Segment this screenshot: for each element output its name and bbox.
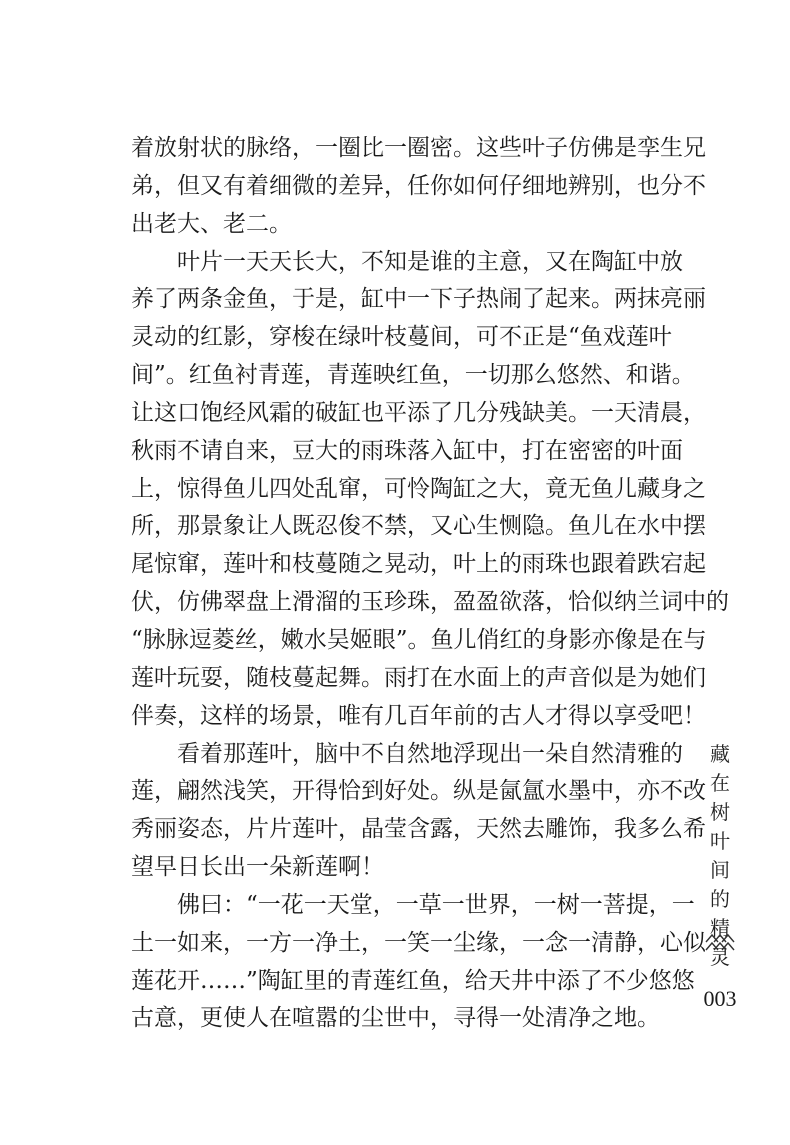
text-line: 间”。红鱼衬青莲，青莲映红鱼，一切那么悠然、和谐。 [131,362,695,389]
text-line: 看着那莲叶，脑中不自然地浮现出一朵自然清雅的 [177,740,683,767]
text-line: “脉脉逗菱丝，嫩水吴姬眼”。鱼儿俏红的身影亦像是在与 [131,626,707,653]
paragraph [131,887,706,1038]
text-line: 伴奏，这样的场景，唯有几百年前的古人才得以享受吧！ [131,702,706,729]
paragraph [131,130,706,244]
running-title-text: 藏 在 树 叶 间 的 精 灵 [710,742,730,969]
text-line: 伏，仿佛翠盘上滑溜的玉珍珠，盈盈欲落，恰似纳兰词中的 [131,589,729,616]
text-line: 让这口饱经风霜的破缸也平添了几分残缺美。一天清晨， [131,399,706,426]
text-line: 弟，但又有着细微的差异，任你如何仔细地辨别，也分不 [131,172,706,199]
text-line: 尾惊窜，莲叶和枝蔓随之晃动，叶上的雨珠也跟着跌宕起 [131,551,706,578]
text-line: 古意，更使人在喧嚣的尘世中，寻得一处清净之地。 [131,1005,660,1032]
text-line: 叶片一天天长大，不知是谁的主意，又在陶缸中放 [177,248,683,275]
text-line: 养了两条金鱼，于是，缸中一下子热闹了起来。两抹亮丽 [131,286,706,313]
text-line: 莲叶玩耍，随枝蔓起舞。雨打在水面上的声音似是为她们 [131,664,706,691]
text-line: 着放射状的脉络，一圈比一圈密。这些叶子仿佛是孪生兄 [131,135,706,161]
text-line: 出老大、老二。 [131,210,292,237]
text-line: 秀丽姿态，片片莲叶，晶莹含露，天然去雕饰，我多么希 [131,816,706,843]
text-line: 佛曰：“一花一天堂，一草一世界，一树一菩提，一 [177,891,695,918]
text-line: 望早日长出一朵新莲啊！ [131,854,384,881]
text-line: 莲花开……”陶缸里的青莲红鱼，给天井中添了不少悠悠 [131,967,695,994]
triple-chevron-up-icon [700,928,740,968]
text-line: 土一如来，一方一净土，一笑一尘缘，一念一清静，心似 [131,929,706,956]
text-line: 莲，翩然浅笑，开得恰到好处。纵是氤氲水墨中，亦不改 [131,778,706,805]
text-line: 所，那景象让人既忍俊不禁，又心生恻隐。鱼儿在水中摆 [131,513,706,540]
page-number: 003 [703,986,737,1011]
paragraph [131,244,729,736]
text-line: 上，惊得鱼儿四处乱窜，可怜陶缸之大，竟无鱼儿藏身之 [131,475,706,502]
text-line: 灵动的红影，穿梭在绿叶枝蔓间，可不正是“鱼戏莲叶 [131,324,672,351]
paragraph [131,736,706,887]
text-line: 秋雨不请自来，豆大的雨珠落入缸中，打在密密的叶面 [131,437,683,464]
